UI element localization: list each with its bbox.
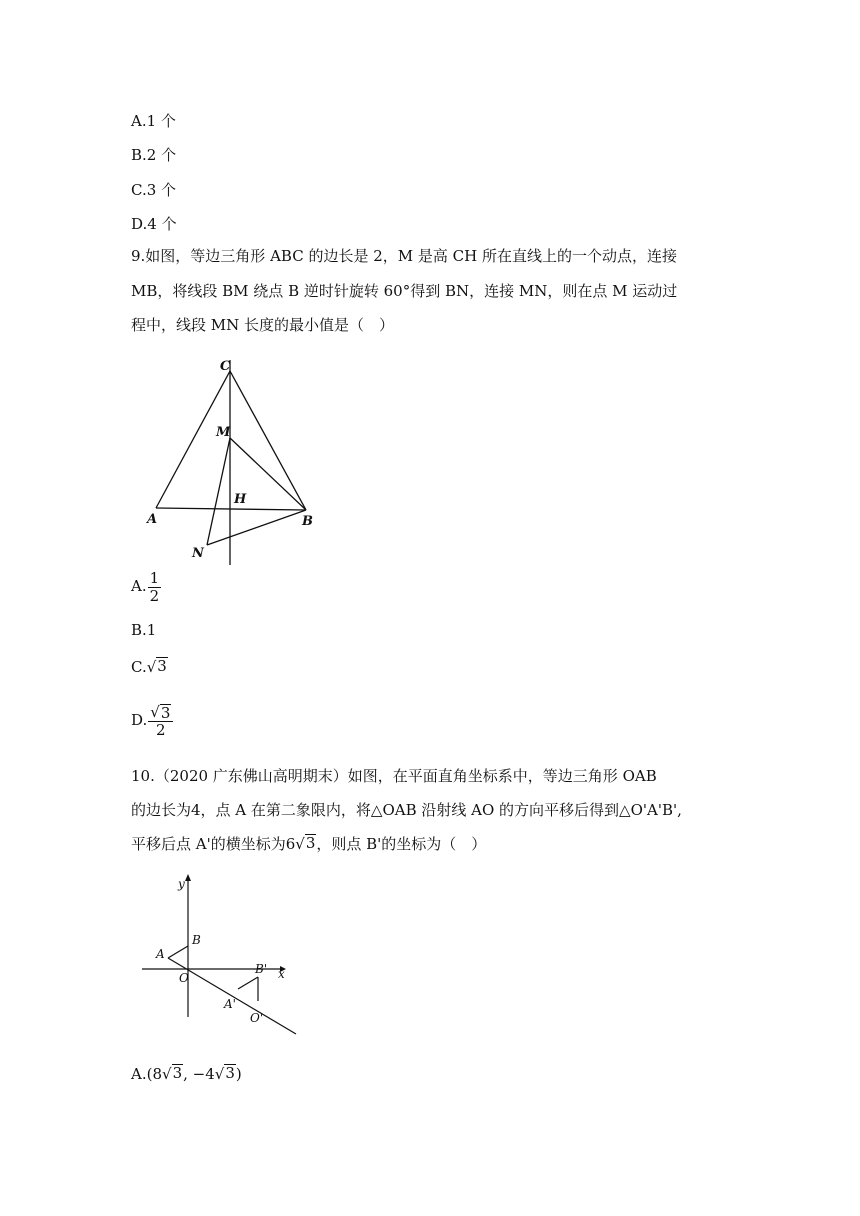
sqrt-sign-icon: √: [162, 1065, 172, 1083]
line-ab: [156, 508, 306, 510]
numerator: [148, 704, 173, 722]
denominator: 2: [149, 586, 160, 605]
label-c: C: [220, 359, 231, 374]
line-nb: [207, 510, 306, 545]
q9-option-d: [131, 702, 173, 739]
line-cb: [230, 371, 306, 510]
label-y: y: [178, 877, 185, 891]
option-letter: A.: [131, 112, 147, 130]
radicand: 3: [157, 657, 167, 675]
radicand: 3: [225, 1064, 235, 1082]
fraction-sqrt3-over-2: [148, 704, 173, 739]
option-text: 2 个: [146, 146, 177, 164]
label-m: M: [216, 425, 231, 440]
label-x: x: [278, 967, 285, 981]
y-axis-arrow-icon: [185, 874, 191, 881]
label-a-prime: A': [224, 997, 236, 1011]
option-text: 4 个: [147, 215, 177, 233]
option-text: 1: [146, 621, 157, 639]
label-h: H: [234, 492, 247, 507]
q8-option-b: [131, 145, 176, 165]
option-text: , −4: [183, 1065, 215, 1083]
denominator: 2: [156, 720, 166, 739]
option-text: 1 个: [146, 112, 176, 130]
q9-option-b: [131, 620, 156, 640]
q8-option-c: [131, 180, 176, 200]
sqrt-sign-icon: √: [150, 702, 160, 721]
option-letter: A.: [131, 1065, 147, 1083]
label-b: B: [302, 514, 313, 529]
option-text: 3 个: [146, 181, 177, 199]
option-letter: B.: [131, 621, 147, 639]
stem-text: 平移后点 A'的横坐标为: [131, 835, 286, 853]
triangle-oab-side-ab: [168, 946, 188, 958]
label-o: O: [179, 971, 189, 985]
q8-option-d: [131, 214, 177, 234]
numerator: 1: [149, 568, 160, 587]
sqrt-expression: [150, 704, 171, 721]
q10-stem-line-1: 10.（2020 广东佛山高明期末）如图，在平面直角坐标系中，等边三角形 OAB: [131, 767, 657, 785]
coefficient: 6: [285, 835, 296, 853]
q9-stem-line-2: MB，将线段 BM 绕点 B 逆时针旋转 60°得到 BN，连接 MN，则在点 M 运动过: [131, 282, 678, 300]
line-mn: [207, 438, 230, 545]
radicand: 3: [160, 703, 171, 722]
fraction-one-half: [148, 570, 162, 605]
option-letter: C.: [131, 181, 147, 199]
label-a: A: [156, 947, 165, 961]
label-b: B: [192, 933, 201, 947]
label-a: A: [147, 512, 158, 527]
q9-triangle-figure: [140, 355, 340, 570]
q10-stem-line-3: [131, 834, 486, 854]
q10-coordinate-figure: [140, 872, 305, 1042]
label-n: N: [192, 546, 204, 561]
q9-option-c: [131, 657, 168, 677]
sqrt-sign-icon: √: [146, 658, 157, 676]
option-letter: B.: [131, 146, 147, 164]
sqrt-sign-icon: √: [214, 1065, 225, 1083]
option-letter: C.: [131, 658, 147, 676]
radicand: 3: [305, 834, 316, 852]
q9-stem-line-3: 程中，线段 MN 长度的最小值是（ ）: [131, 316, 395, 334]
q9-option-a: [131, 568, 161, 605]
q10-stem-line-2: 的边长为4，点 A 在第二象限内，将△OAB 沿射线 AO 的方向平移后得到△O'A'B',: [131, 801, 682, 819]
label-o-prime: O': [250, 1011, 264, 1025]
option-letter: D.: [131, 215, 148, 233]
option-letter: A.: [131, 577, 147, 595]
option-letter: D.: [131, 711, 148, 729]
translated-side-a2b2: [238, 977, 258, 989]
q8-option-a: [131, 111, 176, 131]
q9-stem-line-1: 9.如图，等边三角形 ABC 的边长是 2，M 是高 CH 所在直线上的一个动点，连接: [131, 247, 677, 265]
option-text: ): [235, 1065, 242, 1083]
label-b-prime: B': [255, 962, 268, 976]
option-text: (8: [146, 1065, 163, 1083]
q10-option-a: [131, 1064, 242, 1084]
sqrt-expression: [295, 834, 316, 854]
sqrt-sign-icon: √: [295, 835, 305, 853]
sqrt-expression: [162, 1064, 183, 1084]
sqrt-expression: [215, 1064, 236, 1084]
sqrt-expression: [147, 657, 168, 677]
radicand: 3: [172, 1064, 183, 1082]
stem-text: ，则点 B'的坐标为（ ）: [316, 835, 487, 853]
